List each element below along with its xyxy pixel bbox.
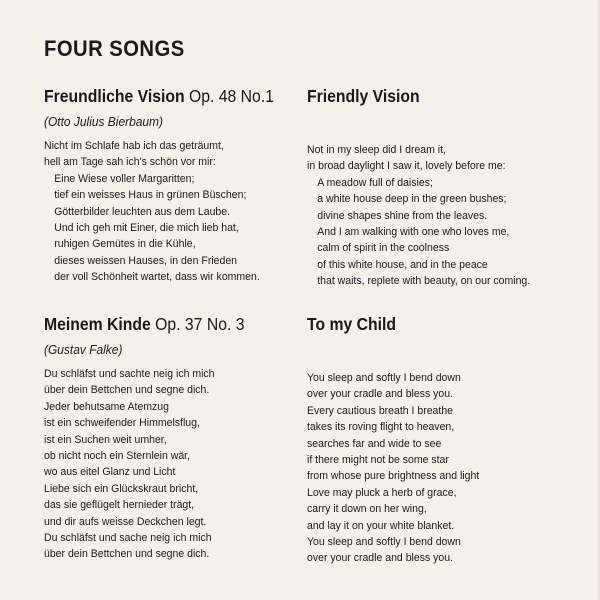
poem-line: if there might not be some star — [307, 454, 449, 467]
poem-line: And I am walking with one who loves me, — [317, 226, 510, 239]
poem-line: Du schläfst und sache neig ich mich — [44, 532, 212, 545]
song-2-poet: (Gustav Falke) — [44, 342, 123, 357]
song-2-german-poem — [44, 366, 304, 563]
poem-line: hell am Tage sah ich's schön vor mir: — [44, 156, 216, 169]
poem-line: carry it down on her wing, — [307, 503, 427, 516]
song-1-poet: (Otto Julius Bierbaum) — [44, 114, 163, 129]
song-2-german-heading — [44, 314, 278, 335]
poem-line: über dein Bettchen und segne dich. — [44, 384, 210, 397]
poem-line: Götterbilder leuchten aus dem Laube. — [54, 205, 231, 218]
poem-line: in broad daylight I saw it, lovely before me: — [307, 160, 506, 173]
poem-line: Not in my sleep did I dream it, — [307, 144, 446, 156]
poem-line: das sie geflügelt hernieder trägt, — [44, 499, 195, 512]
poem-line: a white house deep in the green bushes; — [317, 193, 507, 206]
song-1-german-column — [44, 86, 304, 286]
poem-line: über dein Bettchen und segne dich. — [44, 548, 210, 561]
poem-line: tief ein weisses Haus in grünen Büschen; — [54, 189, 247, 202]
poem-line: calm of spirit in the coolness — [317, 242, 450, 255]
song-1-german-heading — [44, 86, 278, 107]
song-1-english-title: Friendly Vision — [307, 86, 420, 106]
poem-line: Love may pluck a herb of grace, — [307, 486, 457, 499]
poem-line: Eine Wiese voller Margaritten; — [54, 172, 195, 185]
poem-line: Und ich geh mit Einer, die mich lieb hat, — [54, 222, 239, 235]
poem-line: Jeder behutsame Atemzug — [44, 400, 169, 413]
poem-line: ist ein schweifender Himmelsflug, — [44, 417, 200, 430]
poem-line: takes its roving flight to heaven, — [307, 421, 455, 434]
poem-line: and lay it on your white blanket. — [307, 519, 455, 532]
poem-line: Nicht im Schlafe hab ich das geträumt, — [44, 140, 224, 152]
poem-line: that waits, replete with beauty, on our coming. — [317, 275, 531, 288]
poem-line: dieses weissen Hauses, in den Frieden — [54, 254, 238, 267]
poem-line: Every cautious breath I breathe — [307, 404, 454, 417]
song-1-german-poem — [44, 138, 304, 286]
poem-line: A meadow full of daisies; — [317, 176, 433, 189]
poem-line: ist ein Suchen weit umher, — [44, 433, 167, 446]
song-2-german-column — [44, 314, 304, 563]
poem-line: und dir aufs weisse Deckchen legt. — [44, 515, 207, 528]
poem-line: searches far and wide to see — [307, 437, 442, 450]
song-1-english-poem — [307, 142, 567, 290]
song-1-german-title: Freundliche Vision — [44, 86, 185, 106]
poem-line: Du schläfst und sachte neig ich mich — [44, 368, 215, 380]
poem-line: Liebe sich ein Glückskraut bricht, — [44, 482, 199, 495]
poem-line: You sleep and softly I bend down — [307, 536, 461, 549]
poem-line: from whose pure brightness and light — [307, 470, 480, 483]
poem-line: ruhigen Gemütes in die Kühle, — [54, 238, 196, 251]
page-title: FOUR SONGS — [44, 36, 185, 61]
poem-line: wo aus eitel Glanz und Licht — [44, 466, 176, 479]
poem-line: over your cradle and bless you. — [307, 388, 454, 401]
song-2-english-column — [307, 314, 567, 567]
poem-line: ob nicht noch ein Sternlein wär, — [44, 450, 191, 463]
poem-line: divine shapes shine from the leaves. — [317, 209, 488, 222]
song-2-english-title: To my Child — [307, 314, 396, 334]
song-1-english-column — [307, 86, 567, 290]
poem-line: over your cradle and bless you. — [307, 552, 454, 565]
poem-line: der voll Schönheit wartet, dass wir kommen. — [54, 271, 260, 284]
poem-line: of this white house, and in the peace — [317, 258, 488, 271]
page-edge — [596, 0, 600, 600]
song-1-opus: Op. 48 No.1 — [189, 86, 274, 106]
song-2-german-title: Meinem Kinde — [44, 314, 151, 334]
song-2-opus: Op. 37 No. 3 — [155, 314, 245, 334]
poem-line: You sleep and softly I bend down — [307, 372, 461, 384]
song-2-english-poem — [307, 370, 567, 567]
